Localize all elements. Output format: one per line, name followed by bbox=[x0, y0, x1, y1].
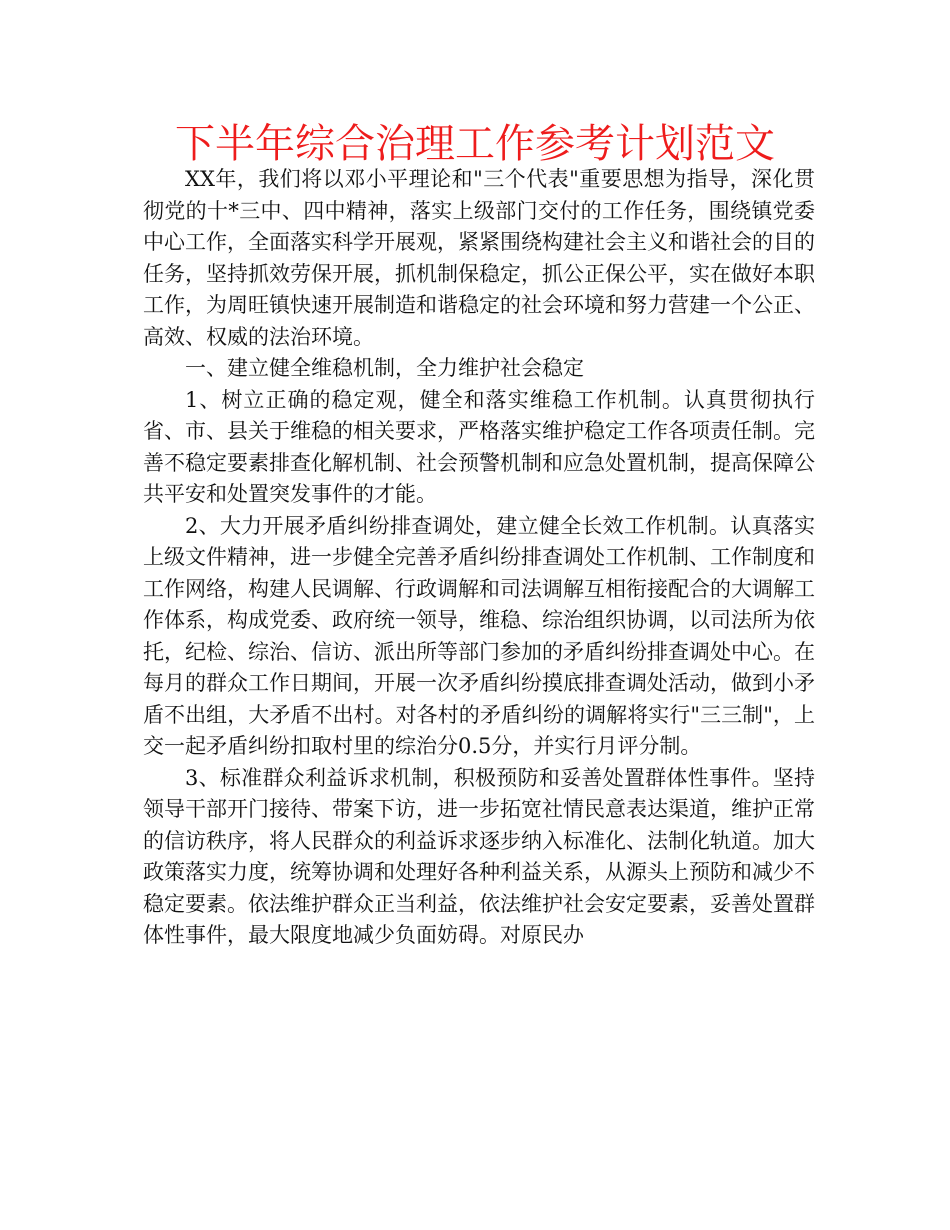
paragraph-item-2: 2、大力开展矛盾纠纷排查调处，建立健全长效工作机制。认真落实上级文件精神，进一步健全完善矛盾纠纷排查调处工作机制、工作制度和工作网络，构建人民调解、行政调解和司法调解互相衔接配合的大调解工作体系，构成党委、政府统一领导，维稳、综治组织协调，以司法所为依托，纪检、综治、信访、派出所等部门参加的矛盾纠纷排查调处中心。在每月的群众工作日期间，开展一次矛盾纠纷摸底排查调处活动，做到小矛盾不出组，大矛盾不出村。对各村的矛盾纠纷的调解将实行"三三制"，上交一起矛盾纠纷扣取村里的综治分0.5分，并实行月评分制。 bbox=[143, 513, 815, 758]
paragraph-item-1: 1、树立正确的稳定观，健全和落实维稳工作机制。认真贯彻执行省、市、县关于维稳的相关要求，严格落实维护稳定工作各项责任制。完善不稳定要素排查化解机制、社会预警机制和应急处置机制，提高保障公共平安和处置突发事件的才能。 bbox=[143, 387, 815, 506]
document-body bbox=[143, 164, 815, 952]
paragraph-intro: XX年，我们将以邓小平理论和"三个代表"重要思想为指导，深化贯彻党的十*三中、四中精神，落实上级部门交付的工作任务，围绕镇党委中心工作，全面落实科学开展观，紧紧围绕构建社会主义和谐社会的目的任务，坚持抓效劳保开展，抓机制保稳定，抓公正保公平，实在做好本职工作，为周旺镇快速开展制造和谐稳定的社会环境和努力营建一个公正、高效、权威的法治环境。 bbox=[143, 167, 815, 349]
paragraph-item-3: 3、标准群众利益诉求机制，积极预防和妥善处置群体性事件。坚持领导干部开门接待、带案下访，进一步拓宽社情民意表达渠道，维护正常的信访秩序，将人民群众的利益诉求逐步纳入标准化、法制化轨道。加大政策落实力度，统筹协调和处理好各种利益关系，从源头上预防和减少不稳定要素。依法维护群众正当利益，依法维护社会安定要素，妥善处置群体性事件，最大限度地减少负面妨碍。对原民办 bbox=[143, 765, 815, 947]
document-title: 下半年综合治理工作参考计划范文 bbox=[175, 121, 775, 167]
section-heading-1: 一、建立健全维稳机制，全力维护社会稳定 bbox=[185, 356, 584, 380]
